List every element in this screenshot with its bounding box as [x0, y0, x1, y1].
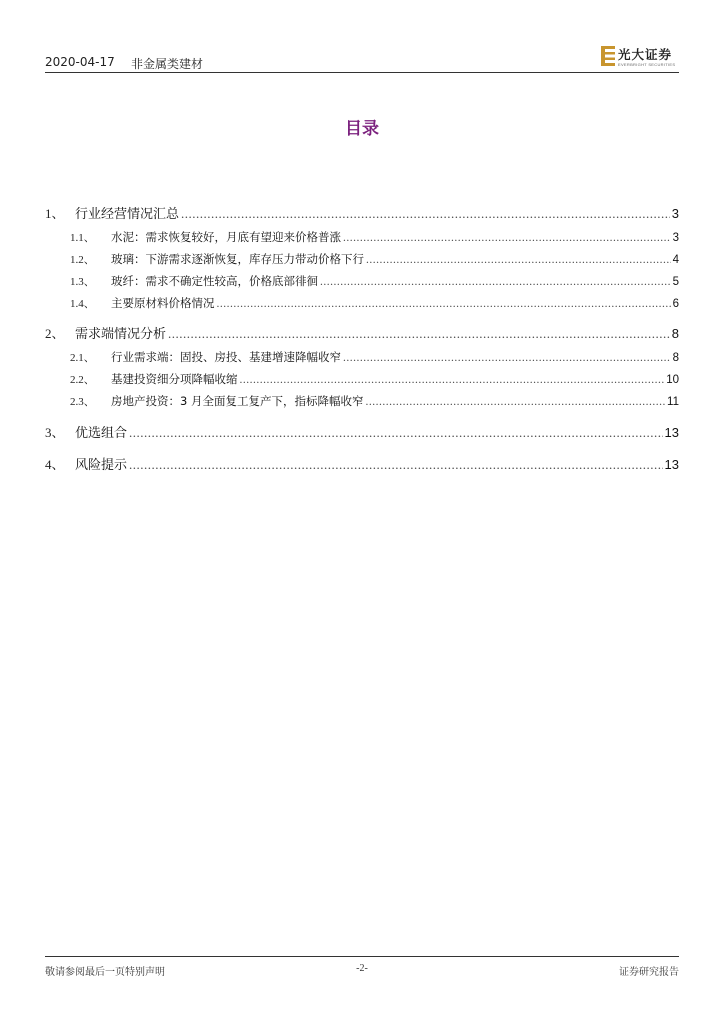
toc-entry[interactable]: [45, 323, 679, 342]
toc-leader: [168, 326, 670, 342]
toc-entry[interactable]: [45, 295, 679, 311]
logo-mark-icon: [601, 46, 615, 66]
page-title: 目录: [345, 119, 379, 139]
toc-page: 13: [664, 457, 679, 472]
company-logo: [601, 45, 679, 69]
page-header: [45, 42, 679, 73]
toc-page: 3: [672, 232, 679, 244]
toc-page: 3: [671, 206, 679, 221]
toc-entry[interactable]: [45, 349, 679, 365]
logo-text-en: EVERBRIGHT SECURITIES: [618, 62, 676, 67]
toc-page: 4: [672, 254, 679, 266]
toc-leader: [365, 396, 665, 408]
toc-leader: [343, 352, 671, 364]
toc-page: 6: [672, 298, 679, 310]
toc-entry[interactable]: [45, 454, 679, 473]
toc-label: 优选组合: [75, 426, 128, 441]
toc-number: 2.3、: [70, 396, 95, 408]
toc-leader: [240, 374, 665, 386]
toc-number: 4、: [45, 457, 65, 472]
toc-number: 1.4、: [70, 298, 95, 310]
toc-label: 房地产投资：3 月全面复工复产下，指标降幅收窄: [111, 394, 364, 408]
toc-label: 玻纤：需求不确定性较高，价格底部徘徊: [111, 274, 318, 288]
toc-label: 行业需求端：固投、房投、基建增速降幅收窄: [111, 350, 341, 364]
toc-leader: [217, 298, 671, 310]
toc-page: 5: [672, 276, 679, 288]
toc-leader: [129, 425, 663, 441]
header-date: 2020-04-17: [45, 55, 115, 69]
toc-number: 2.2、: [70, 374, 95, 386]
toc-label: 主要原材料价格情况: [111, 296, 215, 310]
toc-page: 13: [664, 425, 679, 440]
toc-page: 10: [666, 374, 679, 386]
toc-number: 2.1、: [70, 352, 95, 364]
logo-text-cn: 光大证券: [618, 47, 673, 62]
toc-entry[interactable]: [45, 393, 679, 409]
toc-entry[interactable]: [45, 229, 679, 245]
toc-page: 8: [672, 352, 679, 364]
page-footer: [45, 956, 679, 977]
footer-page-number: -2-: [356, 963, 368, 974]
toc-number: 1.3、: [70, 276, 95, 288]
toc-number: 2、: [45, 326, 65, 341]
toc-number: 3、: [45, 425, 65, 440]
toc-label: 行业经营情况汇总: [75, 207, 180, 222]
header-category: 非金属类建材: [131, 57, 204, 71]
toc-entry[interactable]: [45, 273, 679, 289]
toc-leader: [366, 254, 671, 266]
toc-number: 1.2、: [70, 254, 95, 266]
toc-number: 1、: [45, 206, 65, 221]
footer-report-type: 证券研究报告: [619, 967, 679, 978]
toc-leader: [343, 232, 671, 244]
toc-label: 基建投资细分项降幅收缩: [111, 372, 238, 386]
toc-label: 需求端情况分析: [75, 327, 167, 342]
toc-entry[interactable]: [45, 422, 679, 441]
toc-entry[interactable]: [45, 371, 679, 387]
toc-label: 风险提示: [75, 458, 128, 473]
toc-label: 水泥：需求恢复较好，月底有望迎来价格普涨: [111, 230, 341, 244]
toc-leader: [181, 206, 670, 222]
toc-label: 玻璃：下游需求逐渐恢复，库存压力带动价格下行: [111, 252, 364, 266]
toc-page: 11: [667, 396, 679, 408]
toc-leader: [129, 457, 663, 473]
toc-page: 8: [671, 326, 679, 341]
toc-number: 1.1、: [70, 232, 95, 244]
toc-entry[interactable]: [45, 203, 679, 222]
footer-disclaimer: 敬请参阅最后一页特别声明: [45, 967, 165, 978]
toc-leader: [320, 276, 671, 288]
toc-entry[interactable]: [45, 251, 679, 267]
